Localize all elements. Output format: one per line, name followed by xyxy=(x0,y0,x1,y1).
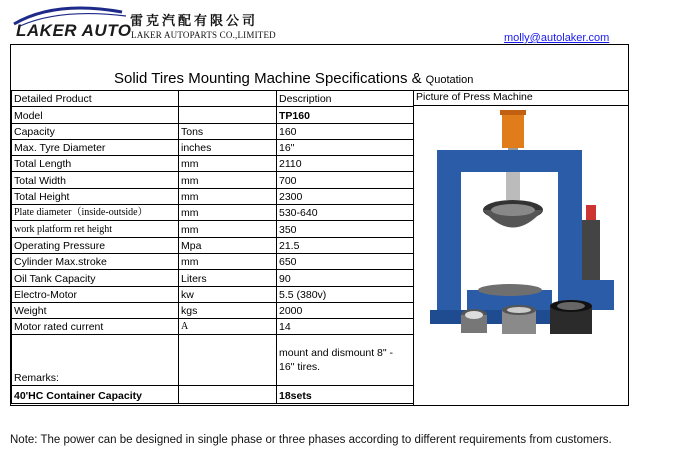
spec-sheet xyxy=(10,44,629,406)
col-header-product: Detailed Product xyxy=(12,91,179,107)
table-row xyxy=(12,237,414,253)
row-label: Model xyxy=(12,107,179,123)
company-name-cn: 雷克汽配有限公司 xyxy=(130,14,259,29)
row-label: Weight xyxy=(12,302,179,318)
row-unit: inches xyxy=(179,139,277,155)
table-row xyxy=(12,319,414,335)
row-unit: Liters xyxy=(179,270,277,286)
frame-left-column xyxy=(437,165,461,315)
row-value: 14 xyxy=(277,319,414,335)
row-unit: mm xyxy=(179,205,277,221)
spec-table xyxy=(11,90,414,404)
row-value: 350 xyxy=(277,221,414,237)
table-row xyxy=(12,188,414,204)
row-label: Plate diameter（inside-outside） xyxy=(12,205,179,221)
header-row xyxy=(12,91,414,107)
container-unit xyxy=(179,386,277,404)
table-row xyxy=(12,107,414,123)
table-row xyxy=(12,302,414,318)
remarks-value: mount and dismount 8" - 16" tires. xyxy=(277,335,414,386)
sheet-title-suffix: Quotation xyxy=(425,74,474,86)
row-label: Motor rated current xyxy=(12,319,179,335)
row-unit: mm xyxy=(179,172,277,188)
row-label: work platform ret height xyxy=(12,221,179,237)
row-label: Capacity xyxy=(12,123,179,139)
row-unit: A xyxy=(179,319,277,335)
row-value: 160 xyxy=(277,123,414,139)
footer-note: Note: The power can be designed in single phase or three phases according to different requirements from customers. xyxy=(10,434,612,446)
logo-wordmark: LAKER AUTO xyxy=(16,21,132,40)
picture-column xyxy=(413,90,628,405)
table-row xyxy=(12,221,414,237)
col-header-picture: Picture of Press Machine xyxy=(416,91,533,103)
row-label: Total Height xyxy=(12,188,179,204)
row-label: Max. Tyre Diameter xyxy=(12,139,179,155)
sheet-title-main: Solid Tires Mounting Machine Specifications & xyxy=(114,70,422,87)
remarks-row xyxy=(12,335,414,386)
col-header-description: Description xyxy=(277,91,414,107)
table-row xyxy=(12,172,414,188)
remarks-label: Remarks: xyxy=(12,335,179,386)
company-logo xyxy=(10,4,280,44)
container-value: 18sets xyxy=(277,386,414,404)
cylinder-shape xyxy=(502,112,524,148)
title-row xyxy=(11,45,628,91)
row-value: 2000 xyxy=(277,302,414,318)
row-unit: mm xyxy=(179,253,277,269)
email-link[interactable]: molly@autolaker.com xyxy=(504,32,610,44)
table-row xyxy=(12,156,414,172)
table-row xyxy=(12,253,414,269)
row-value: 700 xyxy=(277,172,414,188)
row-unit xyxy=(179,107,277,123)
row-label: Electro-Motor xyxy=(12,286,179,302)
row-unit: mm xyxy=(179,188,277,204)
container-label: 40'HC Container Capacity xyxy=(12,386,179,404)
row-label: Cylinder Max.stroke xyxy=(12,253,179,269)
row-value: 650 xyxy=(277,253,414,269)
row-unit: Mpa xyxy=(179,237,277,253)
row-unit: kw xyxy=(179,286,277,302)
row-value: 90 xyxy=(277,270,414,286)
row-value: 16" xyxy=(277,139,414,155)
remarks-unit xyxy=(179,335,277,386)
row-unit: mm xyxy=(179,156,277,172)
company-name-en: LAKER AUTOPARTS CO.,LIMITED xyxy=(131,30,276,40)
container-row xyxy=(12,386,414,404)
row-value: 2110 xyxy=(277,156,414,172)
table-row xyxy=(12,139,414,155)
table-row xyxy=(12,270,414,286)
table-row xyxy=(12,123,414,139)
sheet-title xyxy=(114,70,473,87)
row-unit: kgs xyxy=(179,302,277,318)
table-row xyxy=(12,286,414,302)
row-label: Oil Tank Capacity xyxy=(12,270,179,286)
row-value: 21.5 xyxy=(277,237,414,253)
row-unit: mm xyxy=(179,221,277,237)
row-value: 530-640 xyxy=(277,205,414,221)
row-value: 2300 xyxy=(277,188,414,204)
row-label: Operating Pressure xyxy=(12,237,179,253)
table-row xyxy=(12,205,414,221)
row-value: 5.5 (380v) xyxy=(277,286,414,302)
press-machine-image xyxy=(422,110,622,335)
row-label: Total Width xyxy=(12,172,179,188)
row-label: Total Length xyxy=(12,156,179,172)
row-unit: Tons xyxy=(179,123,277,139)
row-value: TP160 xyxy=(277,107,414,123)
picture-header-divider xyxy=(414,105,629,106)
col-header-unit xyxy=(179,91,277,107)
